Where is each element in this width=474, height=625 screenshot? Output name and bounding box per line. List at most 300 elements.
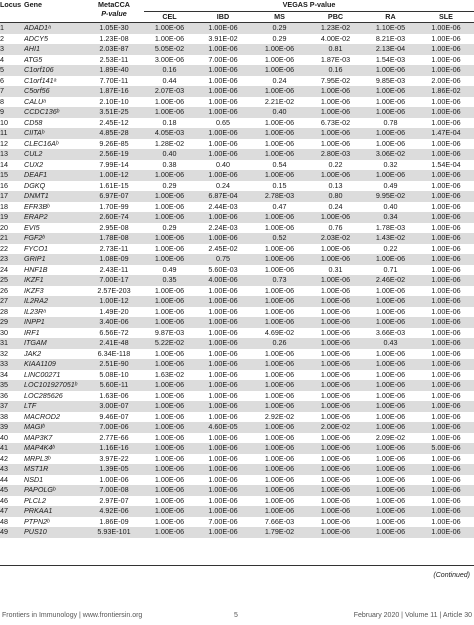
table-row <box>0 181 474 192</box>
cell-pbc: 1.00E-06 <box>308 317 363 328</box>
footer-page-number: 5 <box>234 612 238 619</box>
cell-ms: 1.00E-06 <box>251 296 308 307</box>
cell-gene: MACROD2 <box>24 411 60 421</box>
table-row <box>0 296 474 307</box>
cell-ms: 1.00E-06 <box>251 401 308 412</box>
cell-locus: 22 <box>0 243 8 253</box>
cell-cel: 0.35 <box>144 275 195 286</box>
cell-sle: 1.00E-06 <box>431 432 461 442</box>
cell-locus: 20 <box>0 222 8 232</box>
cell-ra: 1.00E-06 <box>363 254 418 265</box>
cell-gene: LOC101927051ᵇ <box>24 380 84 391</box>
cell-ra: 1.00E-06 <box>363 527 418 538</box>
cell-sle: 1.00E-06 <box>431 390 461 400</box>
cell-ra: 1.00E-06 <box>363 380 418 391</box>
cell-ibd: 1.00E-06 <box>195 359 251 370</box>
cell-sle: 1.00E-06 <box>431 369 461 379</box>
cell-ra: 1.00E-06 <box>363 506 418 517</box>
cell-ms: 1.00E-06 <box>251 422 308 433</box>
cell-ra: 1.00E-06 <box>375 390 406 400</box>
cell-ibd: 1.00E-06 <box>195 296 251 307</box>
cell-metacca: 1.86E-09 <box>99 516 129 526</box>
cell-gene: PRKAA1 <box>24 506 84 517</box>
cell-pbc: 1.00E-06 <box>320 516 351 526</box>
table-row <box>0 107 474 118</box>
cell-ibd: 4.60E-05 <box>195 422 251 433</box>
cell-cel: 1.28E-02 <box>154 138 185 148</box>
cell-gene: ATG5 <box>24 54 43 64</box>
table-row <box>0 275 474 286</box>
cell-ra: 0.22 <box>383 243 398 253</box>
cell-cel: 1.00E-06 <box>144 443 195 454</box>
cell-ra: 0.43 <box>363 338 418 349</box>
table-body <box>0 23 474 538</box>
cell-ibd: 1.00E-06 <box>195 212 251 223</box>
cell-pbc: 1.87E-03 <box>320 54 351 64</box>
table-row <box>0 401 474 412</box>
cell-pbc: 0.80 <box>308 191 363 202</box>
cell-ms: 1.00E-06 <box>264 222 295 232</box>
cell-ms: 1.00E-06 <box>264 285 295 295</box>
cell-ms: 1.00E-06 <box>264 243 295 253</box>
cell-pbc: 1.00E-06 <box>308 170 363 181</box>
cell-ra: 1.00E-06 <box>375 306 406 316</box>
cell-gene: LINC00271 <box>24 369 61 379</box>
cell-pbc: 1.00E-06 <box>320 327 351 337</box>
cell-metacca: 2.03E-87 <box>84 44 144 55</box>
cell-gene: CLEC16Aᵇ <box>24 138 59 148</box>
cell-gene: C1orf141ᵃ <box>24 75 57 85</box>
cell-ibd: 2.44E-03 <box>208 201 238 211</box>
cell-ra: 1.78E-03 <box>375 222 406 232</box>
cell-pbc: 1.23E-02 <box>308 23 363 34</box>
cell-gene: MST1R <box>24 464 84 475</box>
cell-ibd: 1.00E-06 <box>208 96 238 106</box>
cell-sle: 1.00E-06 <box>418 527 474 538</box>
cell-ms: 1.00E-06 <box>251 380 308 391</box>
cell-ms: 2.78E-03 <box>251 191 308 202</box>
table-row <box>0 485 474 496</box>
cell-pbc: 1.00E-06 <box>320 306 351 316</box>
cell-ra: 0.71 <box>383 264 398 274</box>
table-row <box>0 139 474 150</box>
cell-pbc: 1.00E-06 <box>308 464 363 475</box>
cell-metacca: 2.45E-12 <box>99 117 129 127</box>
cell-gene: INPP1 <box>24 317 84 328</box>
table-row <box>0 496 474 507</box>
cell-sle: 1.00E-06 <box>418 149 474 160</box>
cell-sle: 1.00E-06 <box>431 54 461 64</box>
cell-sle: 1.86E-02 <box>418 86 474 97</box>
header-locus: Locus <box>0 0 24 23</box>
cell-ra: 1.00E-06 <box>375 285 406 295</box>
table-row <box>0 506 474 517</box>
cell-ibd: 1.00E-06 <box>195 380 251 391</box>
cell-pbc: 1.00E-06 <box>308 485 363 496</box>
cell-cel: 1.00E-06 <box>154 96 185 106</box>
cell-locus: 44 <box>0 474 8 484</box>
cell-sle: 1.00E-06 <box>418 338 474 349</box>
cell-ra: 1.00E-06 <box>375 96 406 106</box>
cell-ra: 1.00E-06 <box>375 453 406 463</box>
cell-ms: 0.40 <box>251 107 308 118</box>
cell-gene: PLCL2 <box>24 495 46 505</box>
cell-ibd: 1.00E-06 <box>195 464 251 475</box>
cell-metacca: 7.70E-11 <box>99 75 129 85</box>
cell-gene: FGF2ᵇ <box>24 233 84 244</box>
cell-ra: 1.00E-06 <box>375 516 406 526</box>
cell-ms: 1.79E-02 <box>251 527 308 538</box>
cell-ra: 1.00E-06 <box>363 359 418 370</box>
cell-gene: DNMT1 <box>24 191 84 202</box>
cell-gene: KIAA1109 <box>24 359 84 370</box>
cell-metacca: 1.78E-08 <box>84 233 144 244</box>
cell-locus: 21 <box>0 233 24 244</box>
cell-sle: 1.00E-06 <box>431 285 461 295</box>
table-row <box>0 391 474 402</box>
cell-metacca: 7.99E-14 <box>99 159 129 169</box>
cell-sle: 1.00E-06 <box>431 243 461 253</box>
cell-ra: 3.66E-03 <box>375 327 406 337</box>
cell-metacca: 2.57E-203 <box>97 285 131 295</box>
cell-pbc: 1.00E-06 <box>308 86 363 97</box>
cell-sle: 1.00E-06 <box>431 222 461 232</box>
table-row <box>0 44 474 55</box>
header-metacca-title: MetaCCA <box>98 0 130 9</box>
cell-metacca: 3.00E-07 <box>84 401 144 412</box>
cell-pbc: 1.00E-06 <box>308 380 363 391</box>
table-row <box>0 118 474 129</box>
cell-sle: 1.00E-06 <box>418 359 474 370</box>
cell-metacca: 7.00E-06 <box>84 422 144 433</box>
cell-ibd: 1.00E-06 <box>195 128 251 139</box>
cell-gene: JAK2 <box>24 348 42 358</box>
table-header-row-1 <box>0 0 474 11</box>
cell-ra: 1.00E-06 <box>363 296 418 307</box>
cell-ra: 1.00E-06 <box>363 128 418 139</box>
cell-pbc: 6.73E-02 <box>320 117 351 127</box>
cell-sle: 1.00E-06 <box>418 464 474 475</box>
table-row <box>0 34 474 45</box>
header-metacca <box>84 0 144 23</box>
cell-pbc: 1.00E-06 <box>308 275 363 286</box>
cell-metacca: 2.56E-19 <box>84 149 144 160</box>
cell-cel: 1.00E-06 <box>144 317 195 328</box>
footer-journal: Frontiers in Immunology | www.frontiersin.org <box>2 612 143 619</box>
cell-metacca: 1.23E-08 <box>99 33 129 43</box>
cell-locus: 2 <box>0 33 4 43</box>
cell-gene: DEAF1 <box>24 170 84 181</box>
cell-metacca: 7.00E-08 <box>84 485 144 496</box>
cell-metacca: 7.00E-17 <box>84 275 144 286</box>
table-row <box>0 475 474 486</box>
cell-metacca: 1.87E-16 <box>84 86 144 97</box>
cell-ra: 8.21E-03 <box>375 33 406 43</box>
cell-sle: 1.00E-06 <box>418 380 474 391</box>
cell-gene: ERAP2 <box>24 212 84 223</box>
cell-pbc: 1.00E-06 <box>308 128 363 139</box>
cell-ms: 1.00E-06 <box>251 86 308 97</box>
cell-ms: 1.00E-06 <box>251 212 308 223</box>
cell-gene: CD58 <box>24 117 43 127</box>
cell-ibd: 1.00E-06 <box>195 506 251 517</box>
cell-ra: 1.00E-06 <box>375 474 406 484</box>
cell-sle: 1.47E-04 <box>418 128 474 139</box>
cell-cel: 5.22E-02 <box>144 338 195 349</box>
cell-gene: HNF1B <box>24 264 48 274</box>
cell-locus: 31 <box>0 338 24 349</box>
cell-metacca: 4.92E-06 <box>84 506 144 517</box>
cell-ibd: 1.00E-06 <box>208 138 238 148</box>
cell-locus: 39 <box>0 422 24 433</box>
cell-ms: 1.00E-06 <box>251 317 308 328</box>
cell-ra: 1.54E-03 <box>375 54 406 64</box>
cell-ibd: 1.00E-06 <box>208 285 238 295</box>
cell-sle: 1.00E-06 <box>431 348 461 358</box>
cell-ibd: 2.45E-02 <box>208 243 238 253</box>
cell-pbc: 1.00E-06 <box>308 359 363 370</box>
cell-locus: 47 <box>0 506 24 517</box>
cell-ra: 1.00E-06 <box>363 464 418 475</box>
cell-gene: LOC285626 <box>24 390 63 400</box>
cell-ra: 0.78 <box>383 117 398 127</box>
cell-ms: 1.00E-06 <box>264 369 295 379</box>
cell-ra: 1.10E-05 <box>363 23 418 34</box>
cell-locus: 9 <box>0 107 24 118</box>
cell-ra: 0.32 <box>383 159 398 169</box>
cell-cel: 1.00E-06 <box>144 233 195 244</box>
cell-ra: 1.00E-06 <box>363 401 418 412</box>
cell-locus: 36 <box>0 390 8 400</box>
cell-ms: 1.00E-06 <box>251 44 308 55</box>
cell-ra: 1.43E-02 <box>363 233 418 244</box>
cell-ms: 2.21E-02 <box>264 96 295 106</box>
cell-metacca: 3.51E-25 <box>84 107 144 118</box>
cell-locus: 41 <box>0 443 24 454</box>
cell-ibd: 0.75 <box>195 254 251 265</box>
cell-cel: 0.40 <box>144 149 195 160</box>
cell-sle: 1.00E-06 <box>431 516 461 526</box>
cell-pbc: 7.95E-02 <box>320 75 351 85</box>
cell-gene: IL2RA2 <box>24 296 84 307</box>
cell-pbc: 1.00E-06 <box>320 243 351 253</box>
cell-ms: 2.92E-02 <box>264 411 295 421</box>
cell-gene: EVI5 <box>24 222 40 232</box>
table-row <box>0 244 474 255</box>
cell-cel: 1.00E-06 <box>154 516 185 526</box>
cell-cel: 1.00E-06 <box>144 23 195 34</box>
cell-gene: ITGAM <box>24 338 84 349</box>
cell-metacca: 6.34E-118 <box>97 348 131 358</box>
cell-cel: 1.00E-06 <box>154 306 185 316</box>
cell-locus: 1 <box>0 23 24 34</box>
cell-cel: 2.07E-03 <box>144 86 195 97</box>
cell-pbc: 0.16 <box>308 65 363 76</box>
cell-gene: CUX2 <box>24 159 44 169</box>
cell-pbc: 2.00E-02 <box>308 422 363 433</box>
cell-sle: 1.00E-06 <box>431 495 461 505</box>
cell-cel: 0.16 <box>144 65 195 76</box>
cell-pbc: 1.00E-06 <box>320 348 351 358</box>
cell-cel: 1.00E-06 <box>154 33 185 43</box>
cell-cel: 0.49 <box>162 264 177 274</box>
cell-locus: 42 <box>0 453 8 463</box>
cell-sle: 1.00E-06 <box>431 453 461 463</box>
cell-ibd: 1.00E-06 <box>208 306 238 316</box>
cell-ibd: 2.24E-03 <box>208 222 238 232</box>
table-row <box>0 191 474 202</box>
cell-ibd: 1.00E-06 <box>195 485 251 496</box>
cell-sle: 1.00E-06 <box>418 506 474 517</box>
cell-ms: 1.00E-06 <box>251 506 308 517</box>
cell-metacca: 2.97E-07 <box>99 495 129 505</box>
cell-gene: C5orf56 <box>24 86 84 97</box>
cell-sle: 1.00E-06 <box>418 401 474 412</box>
cell-ms: 1.00E-06 <box>264 138 295 148</box>
cell-pbc: 1.00E-06 <box>320 411 351 421</box>
table-row <box>0 443 474 454</box>
cell-cel: 9.87E-03 <box>154 327 185 337</box>
cell-cel: 1.00E-06 <box>154 243 185 253</box>
header-col-sle: SLE <box>418 11 474 23</box>
cell-metacca: 5.60E-11 <box>84 380 144 391</box>
table-row <box>0 380 474 391</box>
cell-sle: 1.00E-06 <box>431 327 461 337</box>
cell-locus: 8 <box>0 96 4 106</box>
cell-metacca: 1.00E-12 <box>84 170 144 181</box>
cell-ms: 1.00E-06 <box>264 348 295 358</box>
cell-gene: PTPN2ᵇ <box>24 516 50 526</box>
cell-cel: 1.00E-06 <box>144 506 195 517</box>
cell-pbc: 1.00E-06 <box>308 527 363 538</box>
header-col-ra: RA <box>363 11 418 23</box>
cell-metacca: 1.89E-40 <box>84 65 144 76</box>
cell-metacca: 2.60E-74 <box>84 212 144 223</box>
cell-ra: 1.00E-06 <box>363 485 418 496</box>
cell-ms: 0.29 <box>251 23 308 34</box>
cell-ms: 1.00E-06 <box>264 306 295 316</box>
cell-ibd: 1.00E-06 <box>208 327 238 337</box>
cell-locus: 23 <box>0 254 24 265</box>
cell-cel: 1.00E-06 <box>154 453 185 463</box>
cell-sle: 1.00E-06 <box>418 107 474 118</box>
cell-sle: 2.00E-06 <box>431 75 461 85</box>
cell-metacca: 2.77E-66 <box>99 432 129 442</box>
cell-ms: 0.73 <box>251 275 308 286</box>
cell-ms: 1.00E-06 <box>264 495 295 505</box>
cell-ibd: 1.00E-06 <box>208 369 238 379</box>
table-row <box>0 160 474 171</box>
cell-ra: 2.09E-02 <box>375 432 406 442</box>
cell-ra: 1.00E-06 <box>363 422 418 433</box>
cell-locus: 14 <box>0 159 8 169</box>
cell-pbc: 2.80E-03 <box>308 149 363 160</box>
cell-sle: 1.00E-06 <box>431 411 461 421</box>
footer-date-volume: February 2020 | Volume 11 | Article 30 <box>353 612 472 619</box>
cell-metacca: 1.61E-15 <box>99 180 129 190</box>
header-col-ms: MS <box>251 11 308 23</box>
cell-gene: IKZF1 <box>24 275 84 286</box>
cell-ms: 1.00E-06 <box>264 453 295 463</box>
cell-cel: 1.00E-06 <box>144 191 195 202</box>
cell-sle: 1.00E-06 <box>418 422 474 433</box>
table-row <box>0 233 474 244</box>
table-row <box>0 65 474 76</box>
table-row <box>0 317 474 328</box>
cell-ra: 1.00E-06 <box>363 65 418 76</box>
cell-ms: 1.00E-06 <box>264 390 295 400</box>
cell-ms: 0.29 <box>272 33 287 43</box>
cell-metacca: 1.00E-06 <box>99 474 129 484</box>
cell-sle: 1.00E-06 <box>418 65 474 76</box>
cell-ibd: 1.00E-06 <box>195 401 251 412</box>
cell-pbc: 1.00E-06 <box>320 285 351 295</box>
cell-metacca: 2.73E-11 <box>99 243 129 253</box>
header-col-cel: CEL <box>144 11 195 23</box>
cell-cel: 1.00E-06 <box>144 212 195 223</box>
table-row <box>0 170 474 181</box>
cell-ibd: 5.60E-03 <box>208 264 238 274</box>
cell-locus: 37 <box>0 401 24 412</box>
cell-metacca: 1.70E-99 <box>99 201 129 211</box>
cell-pbc: 1.00E-06 <box>308 212 363 223</box>
cell-pbc: 1.00E-06 <box>320 369 351 379</box>
cell-locus: 45 <box>0 485 24 496</box>
cell-metacca: 1.00E-12 <box>84 296 144 307</box>
cell-ibd: 4.00E-06 <box>195 275 251 286</box>
cell-pbc: 1.00E-06 <box>320 138 351 148</box>
cell-ibd: 3.91E-02 <box>208 33 238 43</box>
cell-ra: 1.00E-06 <box>363 107 418 118</box>
cell-gene: PUS10 <box>24 527 84 538</box>
table-row <box>0 527 474 538</box>
cell-locus: 11 <box>0 128 24 139</box>
table-row <box>0 55 474 66</box>
cell-gene: CIITAᵇ <box>24 128 84 139</box>
cell-metacca: 6.97E-07 <box>84 191 144 202</box>
cell-ibd: 1.00E-06 <box>208 390 238 400</box>
cell-pbc: 1.00E-06 <box>320 96 351 106</box>
cell-gene: CCDC136ᵇ <box>24 107 84 118</box>
cell-locus: 3 <box>0 44 24 55</box>
table-row <box>0 370 474 381</box>
table-row <box>0 223 474 234</box>
cell-cel: 0.29 <box>162 180 177 190</box>
cell-ibd: 1.00E-06 <box>208 75 238 85</box>
table-row <box>0 97 474 108</box>
cell-cel: 1.00E-06 <box>144 485 195 496</box>
cell-ms: 1.00E-06 <box>251 170 308 181</box>
cell-ms: 1.00E-06 <box>251 485 308 496</box>
cell-cel: 1.00E-06 <box>144 527 195 538</box>
table-row <box>0 202 474 213</box>
cell-pbc: 0.22 <box>328 159 343 169</box>
cell-sle: 5.00E-06 <box>418 443 474 454</box>
cell-locus: 19 <box>0 212 24 223</box>
cell-locus: 4 <box>0 54 4 64</box>
cell-cel: 1.00E-06 <box>154 285 185 295</box>
cell-ra: 1.00E-06 <box>375 369 406 379</box>
table-row <box>0 286 474 297</box>
cell-cel: 1.00E-06 <box>144 254 195 265</box>
cell-ibd: 0.40 <box>216 159 230 169</box>
cell-ibd: 1.00E-06 <box>208 432 238 442</box>
cell-ra: 1.00E-06 <box>375 138 406 148</box>
cell-sle: 1.00E-06 <box>418 191 474 202</box>
cell-cel: 1.00E-06 <box>144 401 195 412</box>
cell-cel: 1.00E-06 <box>144 464 195 475</box>
cell-sle: 1.00E-06 <box>418 170 474 181</box>
